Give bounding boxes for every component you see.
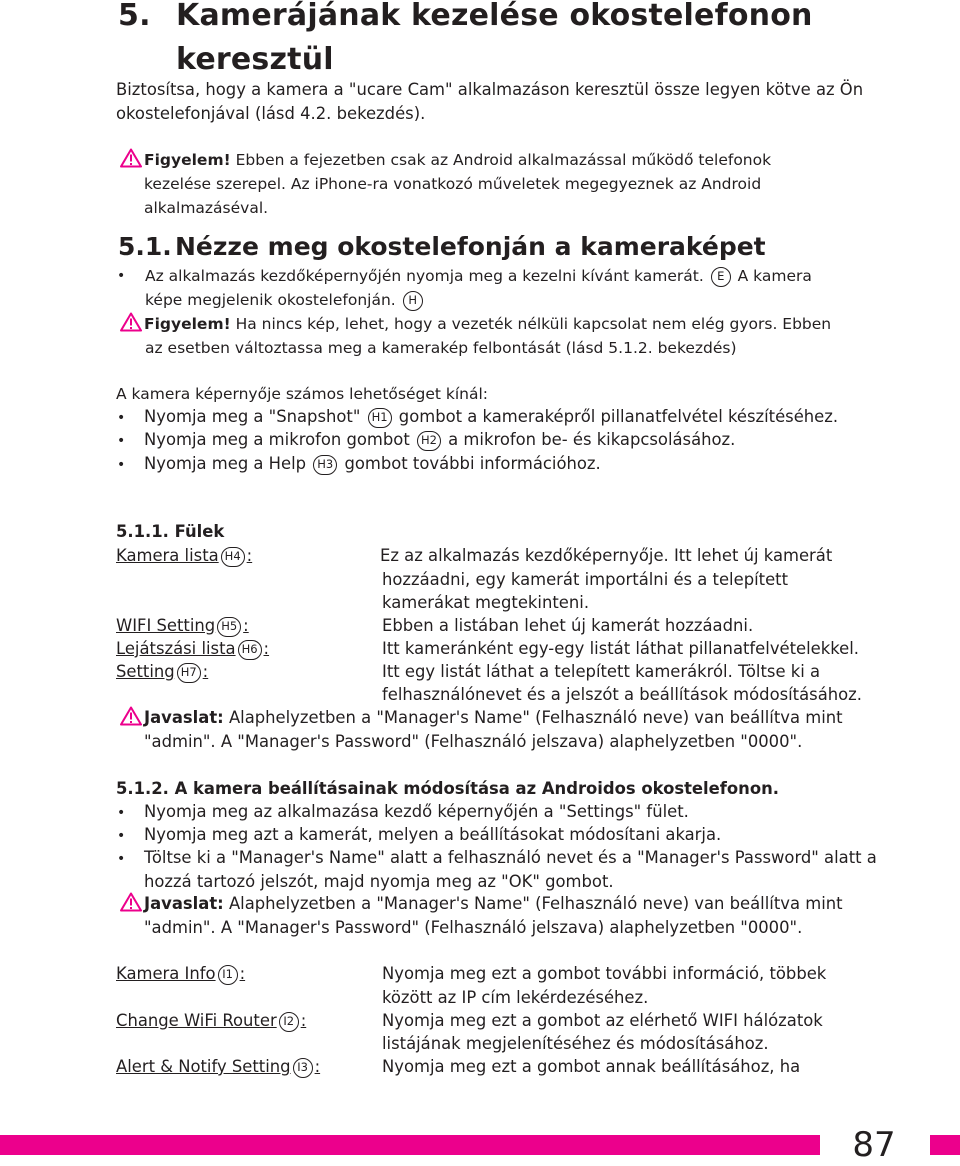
s512-item-2: Nyomja meg azt a kamerát, melyen a beállításokat módosítani akarja. (144, 825, 722, 844)
section-title: Nézze meg okostelefonján a kameraképet (175, 232, 766, 261)
warning-icon (120, 706, 142, 726)
s51-line1: Az alkalmazás kezdőképernyőjén nyomja meg a kezelni kívánt kamerát. E A kamera (145, 267, 812, 285)
section-number: 5.1. (118, 232, 172, 261)
btn-kamera-info-desc2: között az IP cím lekérdezéséhez. (382, 988, 649, 1007)
note-label: Figyelem! (144, 151, 231, 169)
screen-item-3: Nyomja meg a Help H3 gombot további információhoz. (144, 454, 601, 473)
note-warning-1 (120, 148, 771, 172)
badge-i3: I3 (293, 1058, 313, 1078)
tab-setting: Setting H7 : (116, 662, 209, 681)
tab-setting-desc: Itt egy listát láthat a telepített kamerákról. Töltse ki a (382, 662, 821, 681)
screen-item-2: Nyomja meg a mikrofon gombot H2 a mikrofon be- és kikapcsolásához. (144, 430, 736, 449)
screen-intro: A kamera képernyője számos lehetőséget kínál: (116, 385, 489, 403)
btn-change-wifi: Change WiFi Router I2 : (116, 1011, 307, 1030)
tab-kamera-lista-desc3: kamerákat megtekinteni. (382, 593, 590, 612)
s51-line2: képe megjelenik okostelefonján. H (145, 288, 425, 312)
warning-icon (120, 148, 142, 168)
btn-alert-notify-desc: Nyomja meg ezt a gombot annak beállításához, ha (382, 1057, 801, 1076)
tab-kamera-lista-desc2: hozzáadni, egy kamerát importálni és a telepített (382, 570, 789, 589)
warning-icon (120, 892, 142, 912)
btn-kamera-info: Kamera Info I1 : (116, 964, 246, 983)
subsection-title-512: 5.1.2. A kamera beállításainak módosítása az Androidos okostelefonon. (116, 779, 780, 798)
page-number: 87 (834, 1124, 914, 1166)
badge-h6: H6 (238, 640, 262, 660)
s51-warning: Figyelem! Ha nincs kép, lehet, hogy a vezeték nélküli kapcsolat nem elég gyors. Ebben (120, 312, 831, 336)
btn-kamera-info-desc: Nyomja meg ezt a gombot további információ, többek (382, 964, 827, 983)
tab-lejatszasi-lista-desc: Itt kameránként egy-egy listát láthat pillanatfelvételekkel. (382, 639, 860, 658)
warning-icon (120, 312, 142, 332)
tip-2: Javaslat: Alaphelyzetben a "Manager's Name" (Felhasználó neve) van beállítva mint (120, 892, 843, 916)
bullet: • (117, 457, 126, 473)
s512-item-3-line2: hozzá tartozó jelszót, majd nyomja meg az "OK" gombot. (144, 872, 614, 891)
footer-bar (0, 1135, 960, 1155)
badge-h1: H1 (368, 408, 392, 428)
bullet: • (117, 805, 126, 821)
screen-item-1: Nyomja meg a "Snapshot" H1 gombot a kameraképről pillanatfelvétel készítéséhez. (144, 407, 839, 426)
s512-item-1: Nyomja meg az alkalmazása kezdő képernyőjén a "Settings" fület. (144, 802, 689, 821)
bullet: • (117, 268, 126, 284)
chapter-title-line2: keresztül (176, 42, 334, 77)
badge-h7: H7 (177, 663, 201, 683)
note-line2: kezelése szerepel. Az iPhone-ra vonatkozó műveletek megegyeznek az Android (144, 175, 762, 193)
note-line3: alkalmazáséval. (144, 199, 269, 217)
badge-i1: I1 (218, 965, 238, 985)
note-text: Ebben a fejezetben csak az Android alkalmazással működő telefonok (230, 151, 772, 169)
intro-line2: okostelefonjával (lásd 4.2. bekezdés). (116, 104, 426, 123)
bullet: • (117, 828, 126, 844)
chapter-title-line1: Kamerájának kezelése okostelefonon (176, 0, 813, 33)
bullet: • (117, 433, 126, 449)
btn-change-wifi-desc2: listájának megjelenítéséhez és módosításához. (382, 1034, 769, 1053)
tip-1: Javaslat: Alaphelyzetben a "Manager's Name" (Felhasználó neve) van beállítva mint (120, 706, 843, 730)
tab-kamera-lista-desc: Ez az alkalmazás kezdőképernyője. Itt lehet új kamerát (380, 546, 833, 565)
badge-h4: H4 (221, 547, 245, 567)
tab-setting-desc2: felhasználónevet és a jelszót a beállítások módosításához. (382, 685, 862, 704)
chapter-number: 5. (118, 0, 151, 33)
tab-wifi-setting-desc: Ebben a listában lehet új kamerát hozzáadni. (382, 616, 754, 635)
tab-wifi-setting: WIFI Setting H5 : (116, 616, 249, 635)
badge-h3: H3 (313, 455, 337, 475)
s512-item-3: Töltse ki a "Manager's Name" alatt a felhasználó nevet és a "Manager's Password" alatt a (144, 848, 877, 867)
badge-h5: H5 (217, 617, 241, 637)
tab-kamera-lista: Kamera lista H4 : (116, 546, 253, 565)
tab-lejatszasi-lista: Lejátszási lista H6 : (116, 639, 270, 658)
bullet: • (117, 851, 126, 867)
btn-alert-notify: Alert & Notify Setting I3 : (116, 1057, 321, 1076)
tip-1-line2: "admin". A "Manager's Password" (Felhasználó jelszava) alaphelyzetben "0000". (144, 732, 803, 751)
intro-line1: Biztosítsa, hogy a kamera a "ucare Cam" alkalmazáson keresztül össze legyen kötve az Ön (116, 80, 864, 99)
tip-2-line2: "admin". A "Manager's Password" (Felhasználó jelszava) alaphelyzetben "0000". (144, 918, 803, 937)
badge-h2: H2 (417, 431, 441, 451)
bullet: • (117, 410, 126, 426)
subsection-title: 5.1.1. Fülek (116, 522, 225, 541)
s51-warning-line2: az esetben változtassa meg a kamerakép felbontását (lásd 5.1.2. bekezdés) (145, 339, 737, 357)
badge-e: E (711, 267, 731, 287)
badge-i2: I2 (279, 1012, 299, 1032)
btn-change-wifi-desc: Nyomja meg ezt a gombot az elérhető WIFI hálózatok (382, 1011, 823, 1030)
badge-h: H (403, 291, 423, 311)
